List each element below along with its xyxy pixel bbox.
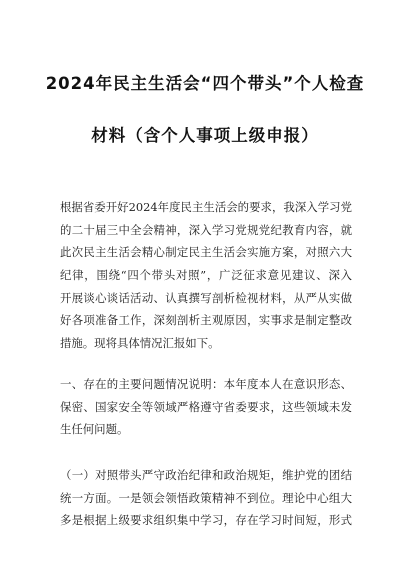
- paragraph-line: 纪律，围绕“四个带头对照”，广泛征求意见建议、深入: [60, 268, 352, 283]
- paragraph-line: （一）对照带头严守政治纪律和政治规矩，维护党的团结: [60, 468, 352, 482]
- paragraph-line: 生任何问题。: [60, 422, 129, 437]
- paragraph-line: 此次民主生活会精心制定民主生活会实施方案，对照六大: [60, 245, 352, 260]
- paragraph-line: 开展谈心谈话活动、认真撰写剖析检视材料，从严从实做: [60, 290, 352, 305]
- paragraph-line: 一、存在的主要问题情况说明：本年度本人在意识形态、: [60, 377, 352, 391]
- paragraph-section-one: [60, 373, 352, 441]
- paragraph-line: 多是根据上级要求组织集中学习，存在学习时间短，形式: [60, 513, 352, 528]
- paragraph-line: 好各项准备工作，深刻剖析主观原因，实事求是制定整改: [60, 313, 352, 328]
- paragraph-line: 措施。现将具体情况汇报如下。: [60, 336, 220, 351]
- paragraph-subsection-one: [60, 464, 352, 532]
- document-title-line-2: 材料（含个人事项上级申报）: [91, 126, 319, 145]
- paragraph-intro: [60, 196, 352, 355]
- document-title-line-1: 2024年民主生活会“四个带头”个人检查: [45, 74, 365, 93]
- paragraph-line: 根据省委开好2024年度民主生活会的要求，我深入学习党: [60, 200, 352, 214]
- paragraph-line: 统一方面。一是领会领悟政策精神不到位。理论中心组大: [60, 490, 352, 505]
- paragraph-line: 的二十届三中全会精神，深入学习党规党纪教育内容，就: [60, 222, 352, 237]
- paragraph-line: 保密、国家安全等领域严格遵守省委要求，这些领域未发: [60, 399, 352, 414]
